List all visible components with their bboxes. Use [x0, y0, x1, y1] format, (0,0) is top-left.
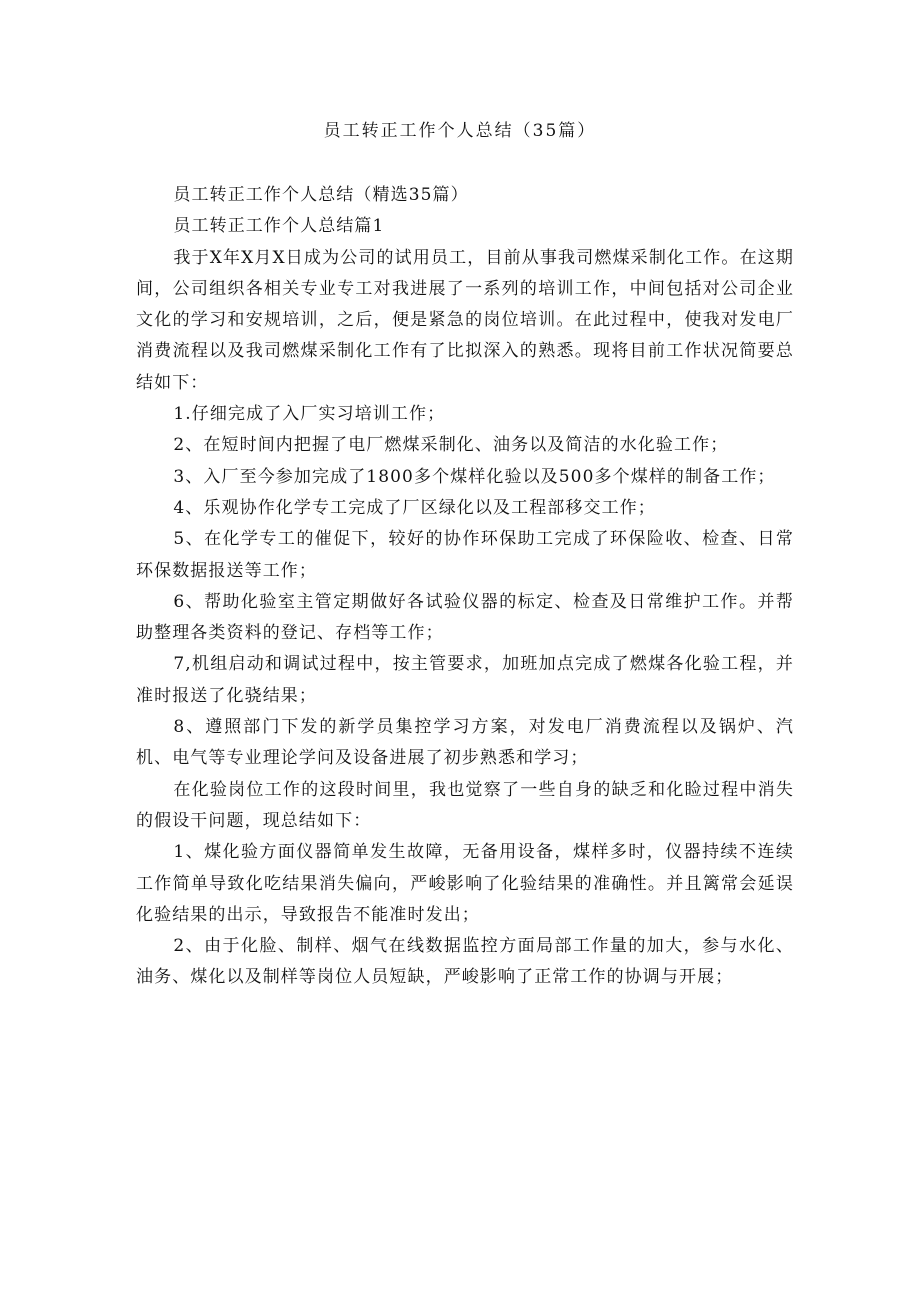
paragraph-item-5: 5、在化学专工的催促下，较好的协作环保助工完成了环保险收、检查、日常环保数据报送等工作；: [136, 529, 794, 581]
paragraph-item-2: 2、在短时间内把握了电厂燃煤采制化、油务以及简洁的水化验工作；: [173, 435, 729, 456]
paragraph-item-6: 6、帮助化验室主管定期做好各试验仪器的标定、检查及日常维护工作。并帮助整理各类资料的登记、存档等工作；: [136, 591, 794, 644]
paragraph-item-3: 3、入厂至今参加完成了1800多个煤样化验以及500多个煤样的制备工作；: [173, 466, 776, 487]
paragraph-problems-intro: 在化验岗位工作的这段时间里，我也觉察了一些自身的缺乏和化睑过程中消失的假设干问题，现总结如下：: [136, 779, 794, 831]
paragraph-item-4: 4、乐观协作化学专工完成了厂区绿化以及工程部移交工作；: [173, 497, 656, 518]
paragraph-section-heading: 员工转正工作个人总结篇1: [173, 216, 385, 237]
document-title: 员工转正工作个人总结（35篇）: [323, 121, 597, 141]
paragraph-problem-2: 2、由于化脸、制样、烟气在线数据监控方面局部工作量的加大，参与水化、油务、煤化以及制样等岗位人员短缺，严峻影响了正常工作的协调与开展；: [136, 936, 794, 988]
paragraph-item-8: 8、遵照部门下发的新学员集控学习方案，对发电厂消费流程以及锅炉、汽机、电气等专业理论学问及设备进展了初步熟悉和学习；: [136, 717, 794, 769]
paragraph-intro: 我于X年X月X日成为公司的试用员工，目前从事我司燃煤采制化工作。在这期间，公司组织各相关专业专工对我进展了一系列的培训工作，中间包括对公司企业文化的学习和安规培训，之后，便是紧急的岗位培训。在此过程中，使我对发电厂消费流程以及我司燃煤采制化工作有了比拟深入的熟悉。现将目前工作状况简要总结如下：: [136, 247, 794, 393]
paragraph-problem-1: 1、煤化验方面仪器简单发生故障，无备用设备，煤样多时，仪器持续不连续工作简单导致化吃结果消失偏向，严峻影响了化验结果的准确性。并且篱常会延误化验结果的出示，导致报告不能准时发出；: [136, 842, 794, 925]
document-body: [136, 180, 794, 994]
paragraph-subtitle: 员工转正工作个人总结（精选35篇）: [173, 185, 469, 205]
paragraph-item-1: 1.仔细完成了入厂实习培训工作；: [173, 404, 446, 425]
paragraph-item-7: 7,机组启动和调试过程中，按主管要求，加班加点完成了燃煤各化验工程，并准时报送了化骁结果；: [136, 654, 794, 706]
